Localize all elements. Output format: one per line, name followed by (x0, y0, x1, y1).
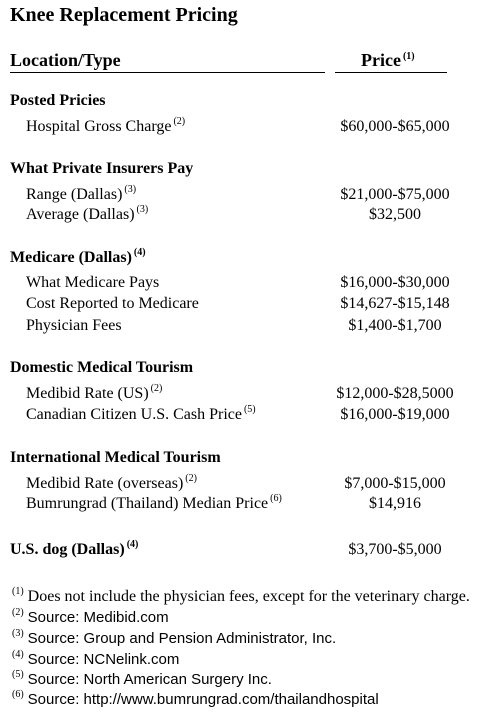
row-label-what-medicare-pays: What Medicare Pays (26, 274, 160, 291)
row-price-bumrungrad: $14,916 (369, 495, 421, 512)
footnote-4 (10, 651, 179, 669)
row-label-bumrungrad (26, 495, 282, 513)
row-label-text: Average (Dallas) (26, 206, 135, 223)
footnote-text: Source: http://www.bumrungrad.com/thailandhospital (27, 691, 379, 708)
row-label-text: Medibid Rate (overseas) (26, 475, 184, 492)
footnote-text: Source: Medibid.com (27, 609, 169, 626)
location-column-header: Location/Type (10, 50, 121, 70)
location-header-rule (10, 72, 325, 73)
row-label-text: Canadian Citizen U.S. Cash Price (26, 406, 242, 423)
footnote-mark: (1) (12, 586, 24, 597)
row-label-range-dallas (26, 186, 136, 204)
row-note: (5) (243, 404, 256, 415)
footnote-text: Source: NCNelink.com (27, 651, 180, 668)
row-label-physician-fees: Physician Fees (26, 317, 122, 334)
footnote-mark: (2) (12, 607, 24, 618)
row-price-physician-fees: $1,400-$1,700 (348, 317, 442, 334)
row-price-medibid-overseas: $7,000-$15,000 (344, 475, 446, 492)
footnote-text: Source: North American Surgery Inc. (27, 671, 272, 688)
row-price-us-dog: $3,700-$5,000 (348, 541, 442, 558)
row-note: (2) (185, 473, 197, 484)
section-title-medicare (10, 249, 146, 267)
row-price-medibid-us: $12,000-$28,5000 (336, 385, 454, 402)
footnote-mark: (3) (12, 628, 24, 639)
row-price-cost-reported: $14,627-$15,148 (340, 295, 450, 312)
row-label-average-dallas (26, 206, 148, 224)
footnote-mark: (4) (12, 649, 24, 660)
price-header-rule (335, 72, 447, 73)
price-header-label: Price (361, 50, 401, 70)
row-label-medibid-us (26, 385, 162, 403)
row-label-text: Medibid Rate (US) (26, 385, 149, 402)
section-title-us-dog (10, 541, 138, 559)
row-label-text: Hospital Gross Charge (26, 118, 172, 135)
price-column-header (361, 50, 415, 71)
footnote-text: Source: Group and Pension Administrator, Inc. (27, 630, 337, 647)
section-title-international-tourism: International Medical Tourism (10, 449, 221, 466)
footnote-1 (10, 588, 470, 606)
row-note: (3) (124, 184, 137, 195)
row-note: (2) (173, 116, 186, 127)
section-title-note: (4) (126, 539, 139, 550)
page-title: Knee Replacement Pricing (10, 4, 238, 26)
footnote-6 (10, 691, 379, 709)
section-title-text: Medicare (Dallas) (10, 249, 132, 266)
row-price-canadian-cash-price: $16,000-$19,000 (340, 406, 450, 423)
footnote-2 (10, 609, 169, 627)
row-note: (3) (136, 204, 149, 215)
section-title-private-insurers: What Private Insurers Pay (10, 160, 194, 177)
row-note: (2) (150, 383, 163, 394)
row-label-canadian-cash-price (26, 406, 256, 424)
footnote-mark: (6) (12, 689, 24, 700)
section-title-posted-prices: Posted Pricies (10, 92, 106, 109)
price-header-note: (1) (402, 51, 415, 62)
row-label-medibid-overseas (26, 475, 197, 493)
footnote-3 (10, 630, 336, 648)
row-label-text: Range (Dallas) (26, 186, 123, 203)
row-note: (6) (270, 493, 282, 504)
row-label-cost-reported: Cost Reported to Medicare (26, 295, 199, 312)
section-title-note: (4) (133, 247, 146, 258)
row-price-hospital-gross-charge: $60,000-$65,000 (340, 118, 450, 135)
footnote-text: Does not include the physician fees, except for the veterinary charge. (27, 588, 470, 605)
row-price-average-dallas: $32,500 (369, 206, 421, 223)
row-price-what-medicare-pays: $16,000-$30,000 (340, 274, 450, 291)
section-title-text: U.S. dog (Dallas) (10, 541, 125, 558)
footnote-mark: (5) (12, 669, 24, 680)
section-title-domestic-tourism: Domestic Medical Tourism (10, 359, 194, 376)
row-label-hospital-gross-charge (26, 118, 185, 136)
footnote-5 (10, 671, 272, 689)
row-label-text: Bumrungrad (Thailand) Median Price (26, 495, 269, 512)
row-price-range-dallas: $21,000-$75,000 (340, 186, 450, 203)
